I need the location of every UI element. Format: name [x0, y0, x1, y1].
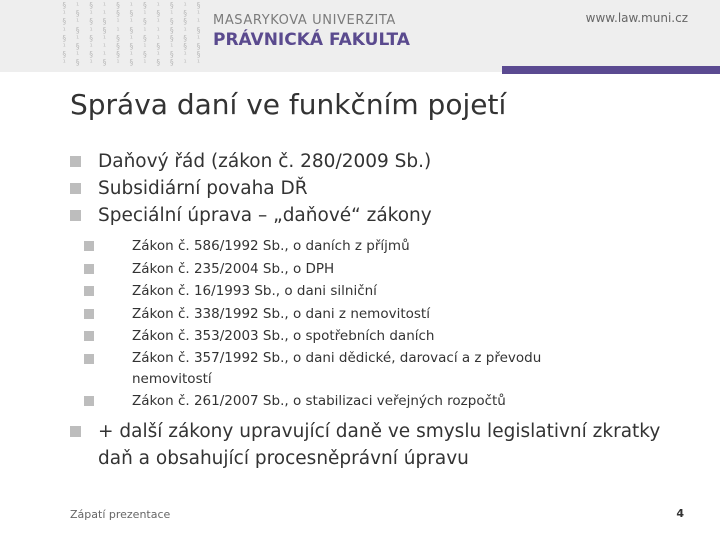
bullet-text: Speciální úprava – „daňové“ zákony — [98, 205, 432, 226]
bullet-item — [70, 175, 700, 202]
sub-bullet-item — [70, 258, 700, 281]
square-bullet-icon — [84, 331, 94, 341]
bullet-text: Subsidiární povaha DŘ — [98, 178, 308, 199]
sub-bullet-text: Zákon č. 586/1992 Sb., o daních z příjmů — [132, 238, 410, 254]
sub-bullet-text: Zákon č. 338/1992 Sb., o dani z nemovitostí — [132, 305, 430, 322]
footer-text: Zápatí prezentace — [70, 508, 171, 521]
sub-bullet-item — [70, 280, 700, 303]
bullet-item — [70, 202, 700, 229]
sub-bullet-text: Zákon č. 357/1992 Sb., o dani dědické, darovací a z převodu nemovitostí — [132, 349, 542, 387]
university-name: MASARYKOVA UNIVERZITA — [213, 13, 396, 28]
square-bullet-icon — [70, 426, 81, 437]
website-url[interactable]: www.law.muni.cz — [585, 11, 688, 25]
slide-content — [70, 148, 700, 472]
sub-bullet-item — [70, 390, 700, 413]
sub-bullet-text: Zákon č. 353/2003 Sb., o spotřebních daních — [132, 328, 435, 344]
sub-bullet-text: Zákon č. 16/1993 Sb., o dani silniční — [132, 283, 377, 299]
square-bullet-icon — [84, 241, 94, 251]
square-bullet-icon — [70, 183, 81, 194]
sub-bullet-item — [70, 325, 700, 348]
faculty-name: PRÁVNICKÁ FAKULTA — [213, 30, 410, 50]
accent-bar — [502, 66, 720, 74]
sub-bullet-item — [70, 348, 700, 390]
sub-bullet-text: Zákon č. 261/2007 Sb., o stabilizaci veřejných rozpočtů — [132, 392, 506, 409]
university-logo-pattern: § ¹ § ¹ § ¹ § ¹ § ¹ § ¹ § ¹ ¹ § § ¹ § ¹ § ¹ § ¹ § § ¹ ¹ § ¹ § § ¹ ¹ § ¹ § ¹ § ¹ ¹ § ¹ § § ¹ § ¹ § ¹ § ¹ § § ¹ ¹ § ¹ ¹ § § ¹ § ¹ § § § ¹ § ¹ § ¹ § ¹ § ¹ § ¹ § ¹ § ¹ § ¹ § § ¹ ¹ — [62, 1, 204, 68]
bullet-text: + další zákony upravující daně ve smyslu legislativní zkratky daň a obsahující procesněprávní úpravu — [98, 421, 661, 469]
square-bullet-icon — [84, 309, 94, 319]
bullet-item — [70, 418, 700, 472]
bullet-text: Daňový řád (zákon č. 280/2009 Sb.) — [98, 151, 432, 172]
square-bullet-icon — [70, 156, 81, 167]
sub-bullet-item — [70, 235, 700, 258]
header-band — [0, 0, 720, 72]
square-bullet-icon — [84, 354, 94, 364]
bullet-item — [70, 148, 700, 175]
square-bullet-icon — [84, 264, 94, 274]
sub-bullet-item — [70, 303, 700, 326]
square-bullet-icon — [70, 210, 81, 221]
slide-title: Správa daní ve funkčním pojetí — [70, 88, 507, 121]
square-bullet-icon — [84, 286, 94, 296]
square-bullet-icon — [84, 396, 94, 406]
page-number: 4 — [676, 507, 684, 520]
sub-bullet-text: Zákon č. 235/2004 Sb., o DPH — [132, 260, 335, 277]
